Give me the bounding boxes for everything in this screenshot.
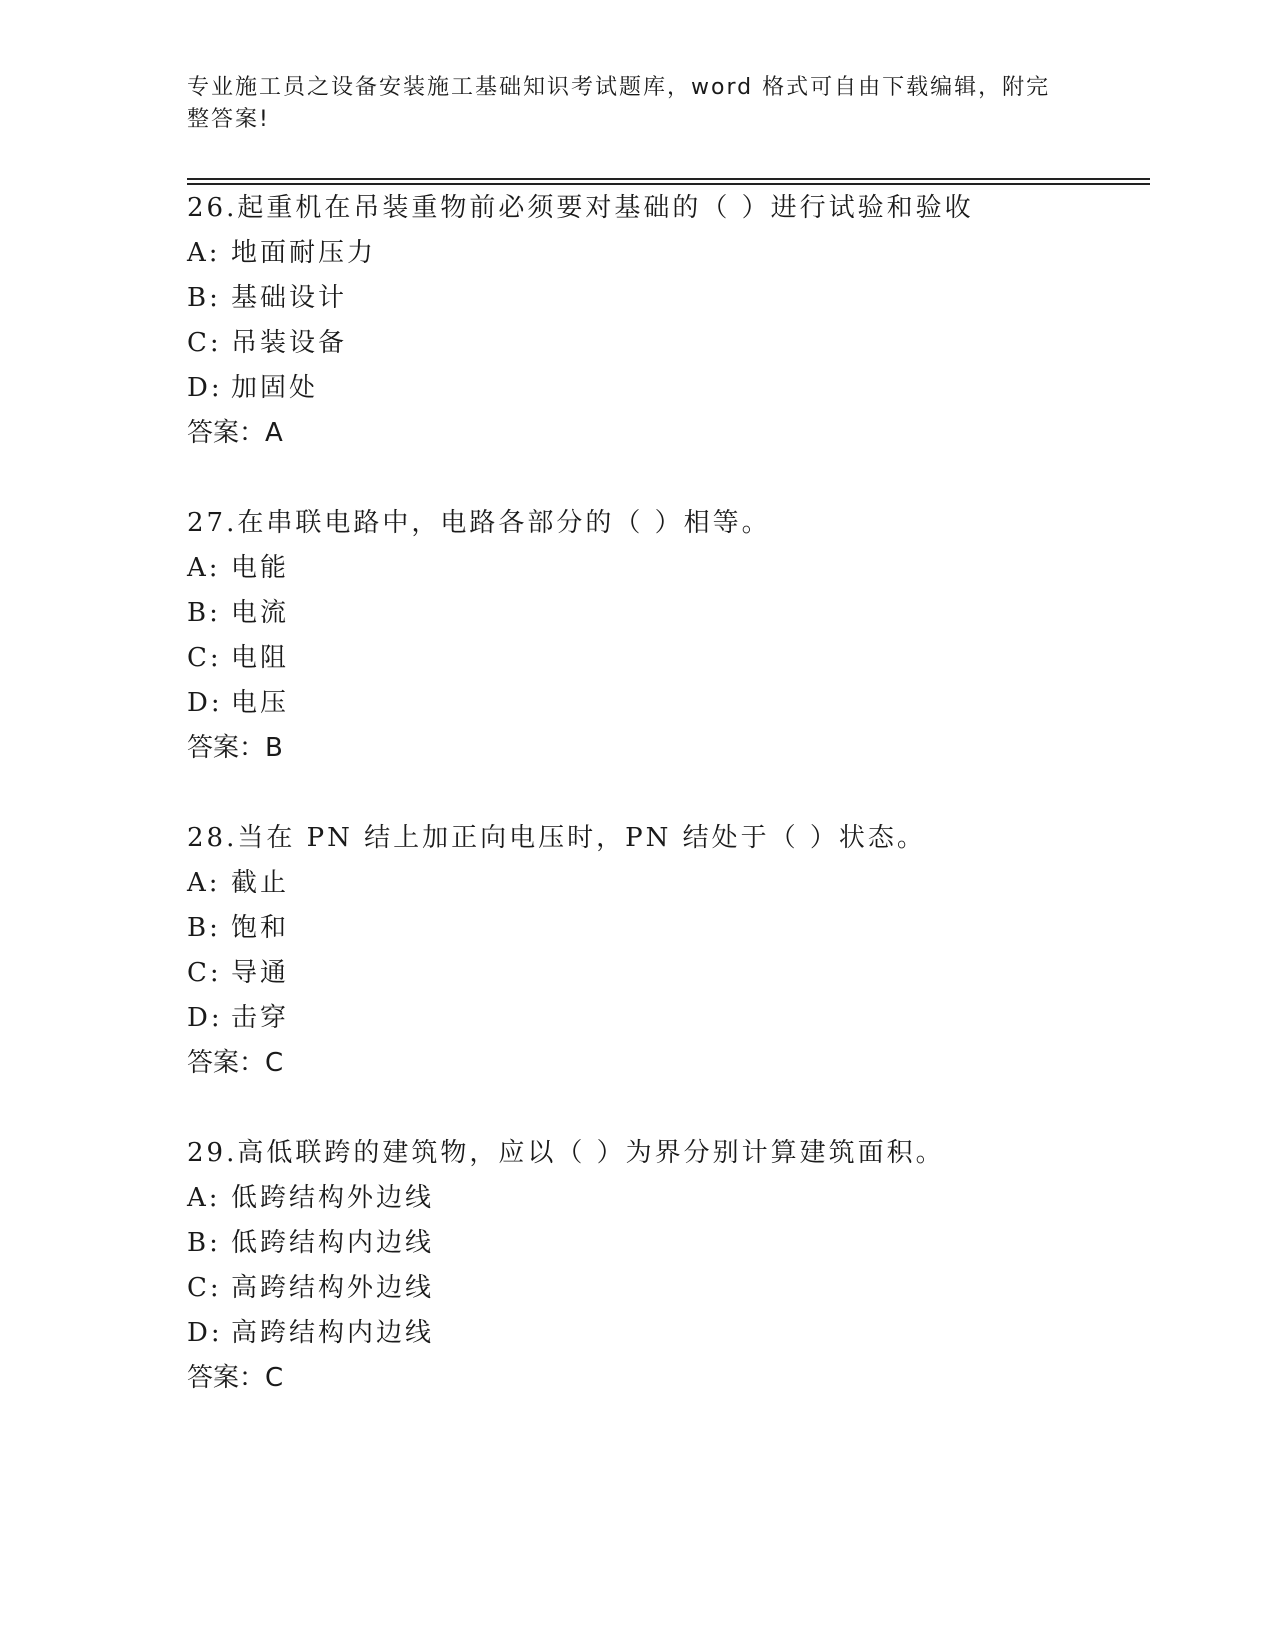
option-c [187, 321, 1147, 366]
option-label: D: [187, 373, 223, 403]
question-stem: 29.高低联跨的建筑物，应以（ ）为界分别计算建筑面积。 [187, 1138, 945, 1168]
option-a [187, 861, 1147, 906]
option-d [187, 681, 1147, 726]
document-header [187, 72, 1067, 136]
option-label: D: [187, 688, 223, 718]
option-text: 基础设计 [231, 283, 348, 313]
option-d [187, 996, 1147, 1041]
option-text: 低跨结构内边线 [231, 1228, 435, 1258]
option-c [187, 636, 1147, 681]
option-label: C: [187, 643, 222, 673]
option-b [187, 1221, 1147, 1266]
answer: 答案：A [187, 418, 283, 448]
question-stem: 26.起重机在吊装重物前必须要对基础的（ ）进行试验和验收 [187, 193, 974, 223]
option-label: B: [187, 283, 221, 313]
option-text: 导通 [231, 958, 290, 988]
answer: 答案：C [187, 1363, 284, 1393]
option-label: A: [187, 238, 221, 268]
option-c [187, 1266, 1147, 1311]
option-a [187, 546, 1147, 591]
option-label: C: [187, 328, 222, 358]
option-a [187, 1176, 1147, 1221]
option-label: B: [187, 1228, 221, 1258]
option-label: B: [187, 913, 221, 943]
option-text: 加固处 [231, 373, 319, 403]
option-text: 高跨结构外边线 [231, 1273, 435, 1303]
option-d [187, 1311, 1147, 1356]
header-line-2: 整答案! [187, 107, 270, 132]
option-label: C: [187, 1273, 222, 1303]
answer: 答案：B [187, 733, 283, 763]
option-text: 电流 [231, 598, 290, 628]
option-text: 电能 [231, 553, 290, 583]
option-label: A: [187, 1183, 221, 1213]
option-text: 电压 [231, 688, 290, 718]
option-label: D: [187, 1318, 223, 1348]
option-text: 饱和 [231, 913, 290, 943]
header-divider-top [187, 178, 1150, 180]
question-27 [187, 501, 1147, 771]
option-b [187, 906, 1147, 951]
answer: 答案：C [187, 1048, 284, 1078]
option-b [187, 276, 1147, 321]
option-text: 吊装设备 [231, 328, 348, 358]
option-label: A: [187, 868, 221, 898]
option-label: B: [187, 598, 221, 628]
option-label: D: [187, 1003, 223, 1033]
header-line-1: 专业施工员之设备安装施工基础知识考试题库，word 格式可自由下载编辑，附完 [187, 75, 1051, 100]
question-29 [187, 1131, 1147, 1401]
header-divider-bottom [187, 183, 1150, 185]
option-label: A: [187, 553, 221, 583]
option-c [187, 951, 1147, 996]
option-a [187, 231, 1147, 276]
question-26 [187, 186, 1147, 456]
question-stem: 28.当在 PN 结上加正向电压时，PN 结处于（ ）状态。 [187, 823, 926, 853]
option-text: 电阻 [231, 643, 290, 673]
option-b [187, 591, 1147, 636]
option-text: 击穿 [231, 1003, 290, 1033]
option-label: C: [187, 958, 222, 988]
option-text: 截止 [231, 868, 290, 898]
option-text: 地面耐压力 [231, 238, 377, 268]
option-text: 高跨结构内边线 [231, 1318, 435, 1348]
option-d [187, 366, 1147, 411]
question-stem: 27.在串联电路中，电路各部分的（ ）相等。 [187, 508, 771, 538]
option-text: 低跨结构外边线 [231, 1183, 435, 1213]
question-28 [187, 816, 1147, 1086]
